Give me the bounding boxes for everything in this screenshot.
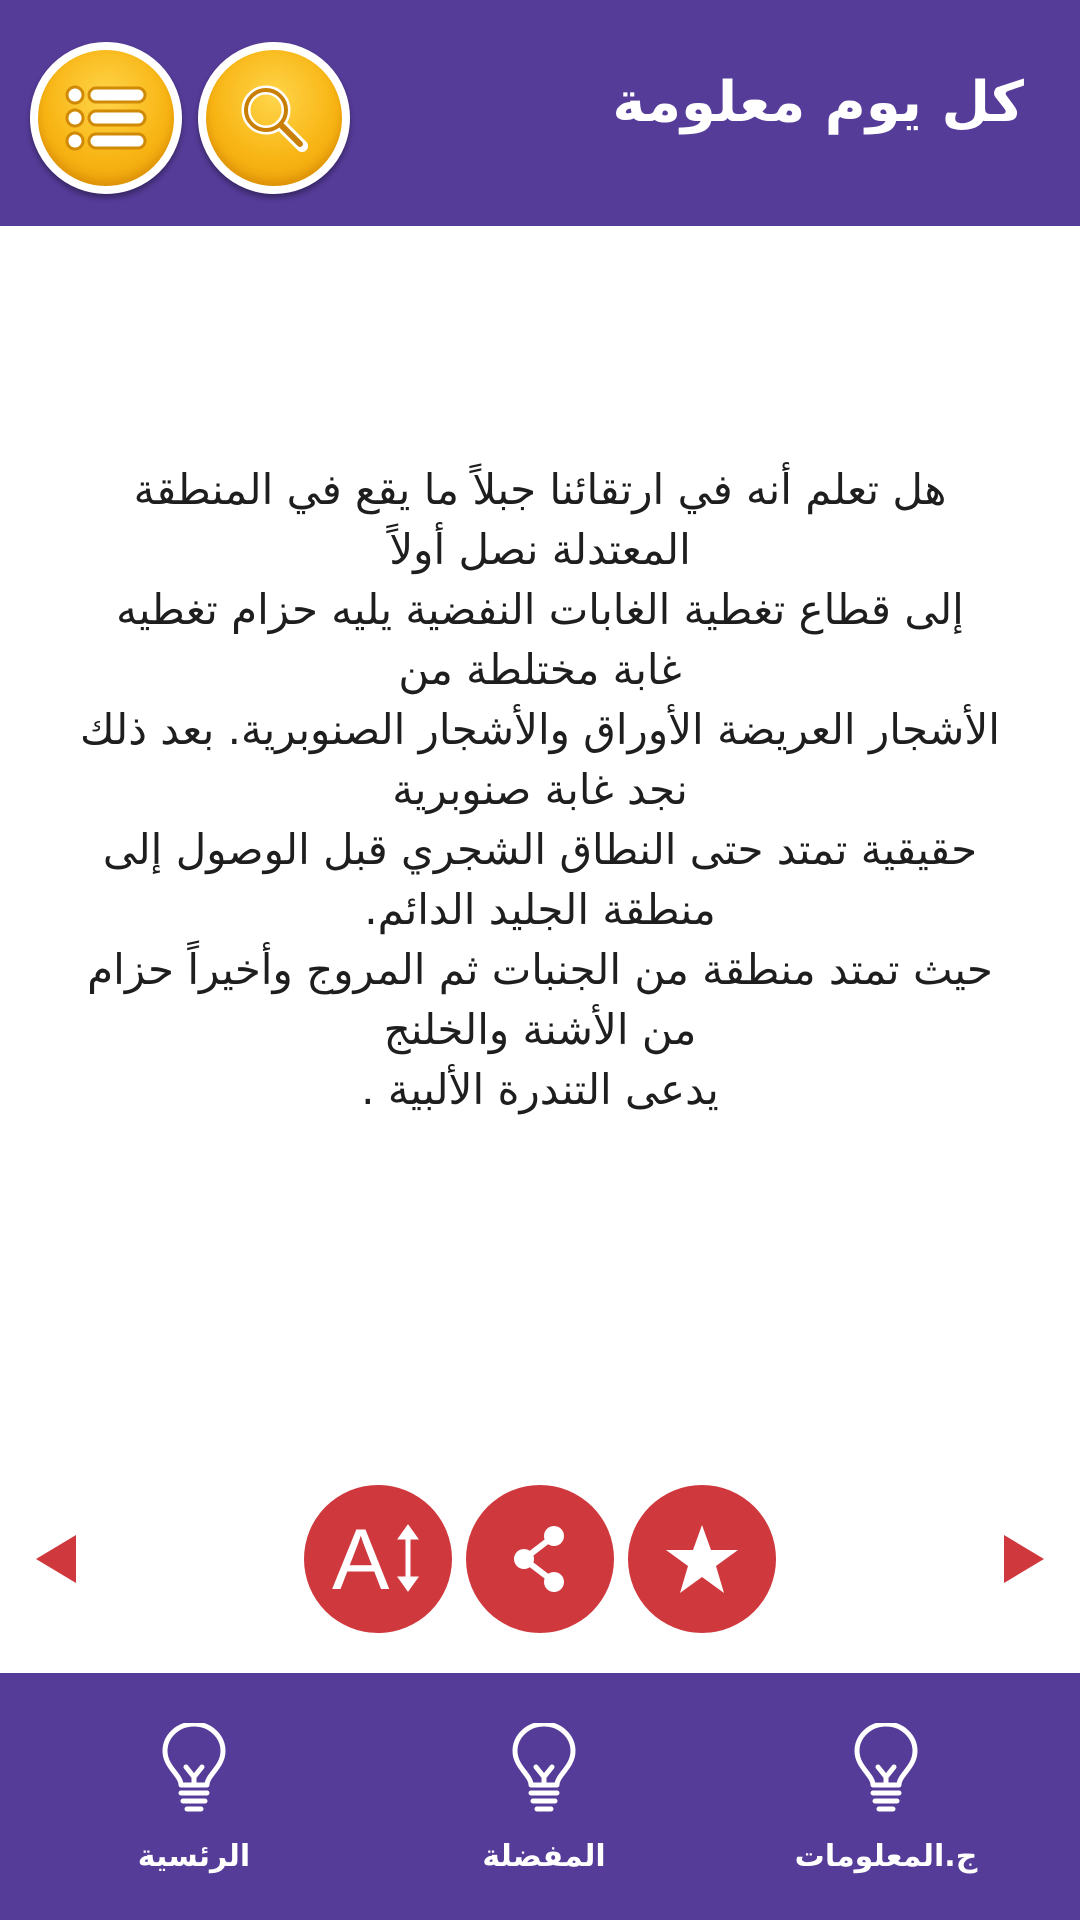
app-title: كل يوم معلومة bbox=[612, 70, 1024, 135]
nav-item-home[interactable] bbox=[64, 1723, 324, 1903]
fact-line: الأشجار العريضة الأوراق والأشجار الصنوبرية. بعد ذلك bbox=[80, 705, 1000, 754]
arrow-left-icon[interactable] bbox=[36, 1535, 76, 1583]
favorite-button[interactable] bbox=[628, 1485, 776, 1633]
fact-line: حقيقية تمتد حتى النطاق الشجري قبل الوصول إلى bbox=[102, 825, 978, 874]
nav-item-favorites[interactable] bbox=[414, 1723, 674, 1903]
fact-line: إلى قطاع تغطية الغابات النفضية يليه حزام تغطيه bbox=[116, 585, 964, 634]
font-size-icon bbox=[328, 1519, 428, 1599]
search-button[interactable] bbox=[198, 42, 350, 194]
svg-text:A: A bbox=[332, 1519, 390, 1599]
fact-line: نجد غابة صنوبرية bbox=[392, 765, 688, 814]
fact-line: يدعى التندرة الألبية . bbox=[361, 1065, 719, 1114]
fact-line: منطقة الجليد الدائم. bbox=[364, 885, 716, 934]
share-icon bbox=[510, 1524, 570, 1594]
app-header bbox=[0, 0, 1080, 226]
list-menu-icon bbox=[63, 83, 149, 153]
nav-label: المفضلة bbox=[482, 1839, 606, 1874]
fact-line: حيث تمتد منطقة من الجنبات ثم المروج وأخيراً حزام bbox=[87, 945, 993, 994]
font-size-button[interactable] bbox=[304, 1485, 452, 1633]
fact-line: من الأشنة والخلنج bbox=[383, 1005, 697, 1054]
nav-label: الرئسية bbox=[137, 1839, 251, 1874]
share-button[interactable] bbox=[466, 1485, 614, 1633]
fact-line: غابة مختلطة من bbox=[398, 645, 682, 694]
search-icon bbox=[234, 78, 314, 158]
fact-line: هل تعلم أنه في ارتقائنا جبلاً ما يقع في المنطقة bbox=[133, 465, 947, 514]
fact-text bbox=[40, 460, 1040, 1120]
bottom-nav bbox=[0, 1673, 1080, 1920]
nav-label: ج.المعلومات bbox=[794, 1839, 978, 1874]
nav-item-all-facts[interactable] bbox=[756, 1723, 1016, 1903]
lightbulb-icon bbox=[509, 1723, 579, 1819]
star-icon bbox=[664, 1523, 740, 1595]
lightbulb-icon bbox=[851, 1723, 921, 1819]
fact-line: المعتدلة نصل أولاً bbox=[389, 525, 691, 574]
lightbulb-icon bbox=[159, 1723, 229, 1819]
arrow-right-icon[interactable] bbox=[1004, 1535, 1044, 1583]
menu-button[interactable] bbox=[30, 42, 182, 194]
